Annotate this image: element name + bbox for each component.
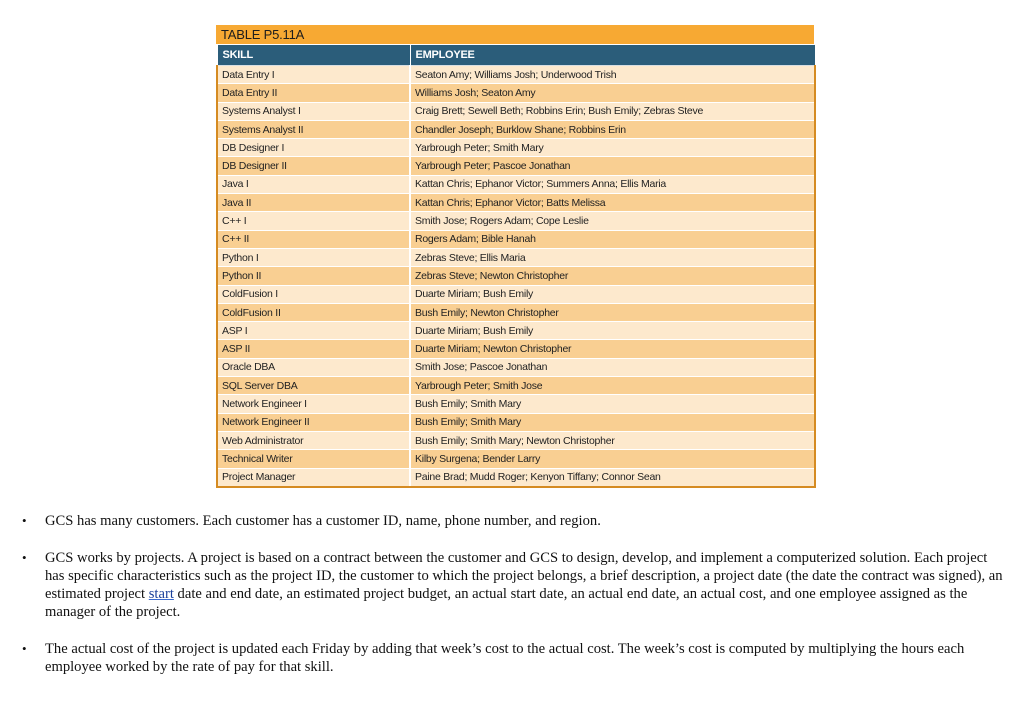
skill-cell: Java II — [217, 194, 410, 212]
employee-cell: Bush Emily; Smith Mary — [410, 413, 815, 431]
bullet-text: GCS has many customers. Each customer has a customer ID, name, phone number, and region. — [45, 513, 601, 529]
table-header-row — [217, 45, 815, 66]
table-row — [217, 377, 815, 395]
employee-cell: Smith Jose; Rogers Adam; Cope Leslie — [410, 212, 815, 230]
employee-cell: Yarbrough Peter; Smith Jose — [410, 377, 815, 395]
employee-cell: Zebras Steve; Ellis Maria — [410, 248, 815, 266]
skill-cell: Systems Analyst I — [217, 102, 410, 120]
table-row — [217, 267, 815, 285]
list-item — [20, 640, 1005, 676]
table-row — [217, 120, 815, 138]
table-caption: TABLE P5.11A — [216, 25, 814, 44]
list-item — [20, 549, 1005, 621]
requirements-list — [20, 512, 1005, 695]
skill-cell: ASP I — [217, 322, 410, 340]
employee-cell: Duarte Miriam; Bush Emily — [410, 322, 815, 340]
skill-cell: Network Engineer I — [217, 395, 410, 413]
table-row — [217, 413, 815, 431]
bullet-icon: • — [22, 550, 27, 565]
skill-cell: Network Engineer II — [217, 413, 410, 431]
employee-cell: Kattan Chris; Ephanor Victor; Batts Melissa — [410, 194, 815, 212]
start-word: start — [148, 586, 174, 602]
list-item — [20, 512, 1005, 530]
table-row — [217, 157, 815, 175]
skill-cell: ColdFusion II — [217, 303, 410, 321]
employee-cell: Seaton Amy; Williams Josh; Underwood Trish — [410, 66, 815, 84]
skill-cell: SQL Server DBA — [217, 377, 410, 395]
employee-cell: Bush Emily; Smith Mary — [410, 395, 815, 413]
table-row — [217, 230, 815, 248]
table-row — [217, 431, 815, 449]
skills-table-figure — [216, 25, 814, 488]
table-row — [217, 66, 815, 84]
skill-cell: Oracle DBA — [217, 358, 410, 376]
table-row — [217, 212, 815, 230]
skill-cell: Web Administrator — [217, 431, 410, 449]
table-row — [217, 139, 815, 157]
bullet-text-part: date and end date, an estimated project budget, an actual start date, an actual end date, an actual cost, and one employee assigned as the manager of the project. — [45, 586, 968, 620]
table-row — [217, 468, 815, 487]
skill-cell: ASP II — [217, 340, 410, 358]
skill-cell: DB Designer I — [217, 139, 410, 157]
skill-cell: Systems Analyst II — [217, 120, 410, 138]
skill-cell: Python II — [217, 267, 410, 285]
bullet-icon: • — [22, 513, 27, 528]
bullet-text — [45, 549, 1005, 621]
table-row — [217, 395, 815, 413]
employee-cell: Bush Emily; Newton Christopher — [410, 303, 815, 321]
skill-cell: Project Manager — [217, 468, 410, 487]
employee-cell: Duarte Miriam; Newton Christopher — [410, 340, 815, 358]
table-row — [217, 358, 815, 376]
bullet-text: The actual cost of the project is updated each Friday by adding that week’s cost to the actual cost. The week’s cost is computed by multiplying the hours each employee worked by the rate of pay for that skill. — [45, 641, 965, 675]
table-row — [217, 322, 815, 340]
employee-cell: Yarbrough Peter; Pascoe Jonathan — [410, 157, 815, 175]
column-header-skill: SKILL — [217, 45, 410, 66]
skill-cell: C++ II — [217, 230, 410, 248]
table-row — [217, 175, 815, 193]
employee-cell: Smith Jose; Pascoe Jonathan — [410, 358, 815, 376]
employee-cell: Yarbrough Peter; Smith Mary — [410, 139, 815, 157]
employee-cell: Zebras Steve; Newton Christopher — [410, 267, 815, 285]
employee-cell: Williams Josh; Seaton Amy — [410, 84, 815, 102]
table-row — [217, 303, 815, 321]
skill-cell: ColdFusion I — [217, 285, 410, 303]
employee-cell: Paine Brad; Mudd Roger; Kenyon Tiffany; Connor Sean — [410, 468, 815, 487]
table-row — [217, 84, 815, 102]
bullet-text-part: GCS works by projects. A project is based on a contract between the customer and GCS to design, develop, and implement a computerized solution. Each project has specific characteristics such as the project ID, the customer to which the project belongs, a brief description, a project date (the date the contract was signed), an estimated project — [45, 550, 1003, 602]
employee-cell: Kattan Chris; Ephanor Victor; Summers Anna; Ellis Maria — [410, 175, 815, 193]
skills-table — [216, 44, 816, 488]
bullet-icon: • — [22, 641, 27, 656]
table-row — [217, 340, 815, 358]
skill-cell: Python I — [217, 248, 410, 266]
employee-cell: Chandler Joseph; Burklow Shane; Robbins Erin — [410, 120, 815, 138]
employee-cell: Craig Brett; Sewell Beth; Robbins Erin; Bush Emily; Zebras Steve — [410, 102, 815, 120]
employee-cell: Rogers Adam; Bible Hanah — [410, 230, 815, 248]
table-row — [217, 450, 815, 468]
table-row — [217, 102, 815, 120]
skill-cell: C++ I — [217, 212, 410, 230]
table-row — [217, 285, 815, 303]
skill-cell: Java I — [217, 175, 410, 193]
skill-cell: DB Designer II — [217, 157, 410, 175]
skill-cell: Technical Writer — [217, 450, 410, 468]
employee-cell: Duarte Miriam; Bush Emily — [410, 285, 815, 303]
skill-cell: Data Entry I — [217, 66, 410, 84]
skill-cell: Data Entry II — [217, 84, 410, 102]
column-header-employee: EMPLOYEE — [410, 45, 815, 66]
employee-cell: Bush Emily; Smith Mary; Newton Christopher — [410, 431, 815, 449]
employee-cell: Kilby Surgena; Bender Larry — [410, 450, 815, 468]
table-body — [217, 66, 815, 487]
table-row — [217, 194, 815, 212]
table-row — [217, 248, 815, 266]
